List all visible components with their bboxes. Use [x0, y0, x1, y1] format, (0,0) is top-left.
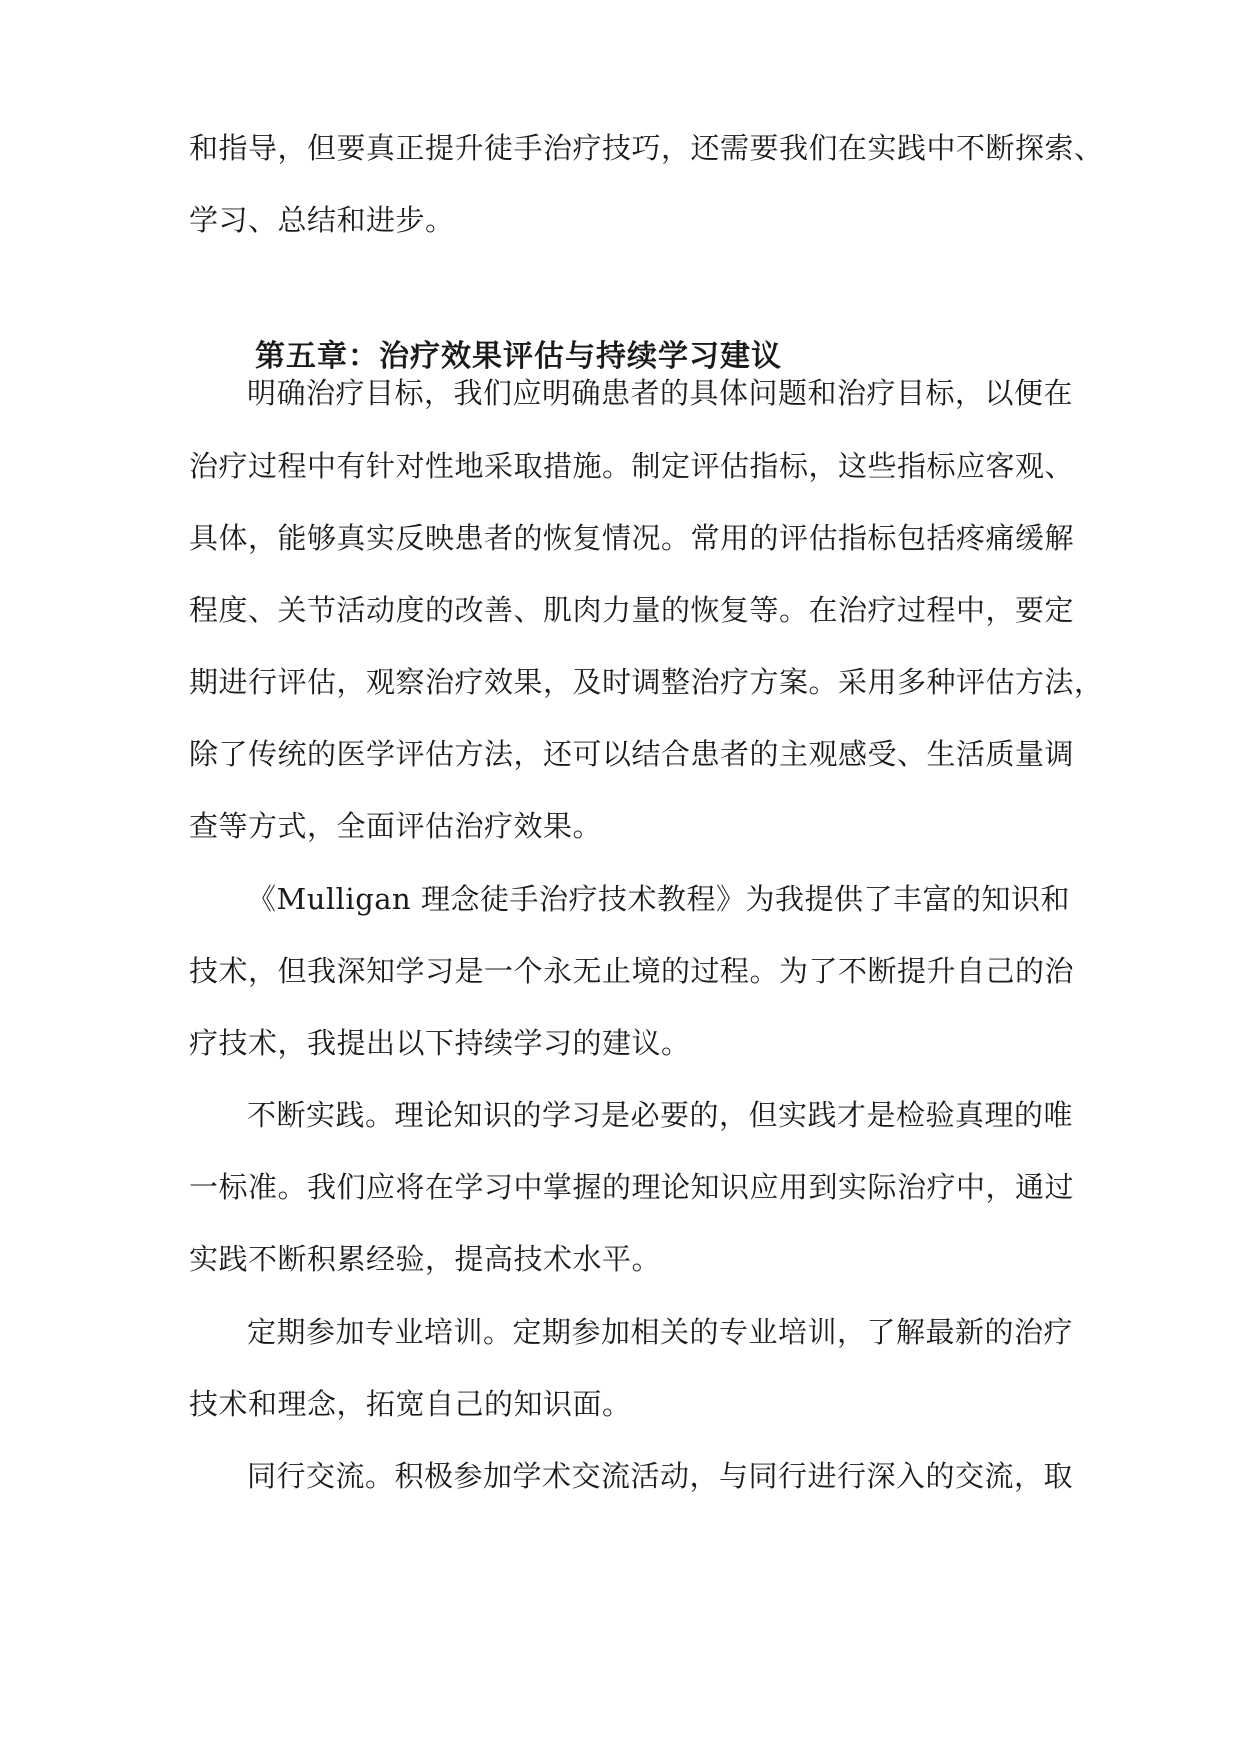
text-line: 治疗过程中有针对性地采取措施。制定评估指标，这些指标应客观、 [189, 449, 1075, 483]
paragraph-first-line: 同行交流。积极参加学术交流活动，与同行进行深入的交流，取 [247, 1459, 1074, 1493]
text-line: 技术和理念，拓宽自己的知识面。 [189, 1387, 632, 1421]
text-line: 学习、总结和进步。 [189, 203, 455, 237]
text-line: 具体，能够真实反映患者的恢复情况。常用的评估指标包括疼痛缓解 [189, 521, 1075, 555]
paragraph-first-line: 不断实践。理论知识的学习是必要的，但实践才是检验真理的唯 [247, 1098, 1074, 1132]
paragraph-first-line: 定期参加专业培训。定期参加相关的专业培训，了解最新的治疗 [247, 1315, 1074, 1349]
text-line: 一标准。我们应将在学习中掌握的理论知识应用到实际治疗中，通过 [189, 1170, 1075, 1204]
text-line: 查等方式，全面评估治疗效果。 [189, 809, 603, 843]
text-line: 程度、关节活动度的改善、肌肉力量的恢复等。在治疗过程中，要定 [189, 593, 1075, 627]
text-line: 技术，但我深知学习是一个永无止境的过程。为了不断提升自己的治 [189, 954, 1075, 988]
text-line: 除了传统的医学评估方法，还可以结合患者的主观感受、生活质量调 [189, 737, 1075, 771]
chapter-heading: 第五章：治疗效果评估与持续学习建议 [255, 339, 782, 374]
text-line: 疗技术，我提出以下持续学习的建议。 [189, 1026, 691, 1060]
text-line: 和指导，但要真正提升徒手治疗技巧，还需要我们在实践中不断探索、 [189, 131, 1104, 165]
text-line: 期进行评估，观察治疗效果，及时调整治疗方案。采用多种评估方法， [189, 665, 1104, 699]
paragraph-first-line: 明确治疗目标，我们应明确患者的具体问题和治疗目标，以便在 [247, 376, 1074, 410]
text-line: 实践不断积累经验，提高技术水平。 [189, 1242, 662, 1276]
paragraph-first-line: 《Mulligan 理念徒手治疗技术教程》为我提供了丰富的知识和 [247, 882, 1070, 916]
